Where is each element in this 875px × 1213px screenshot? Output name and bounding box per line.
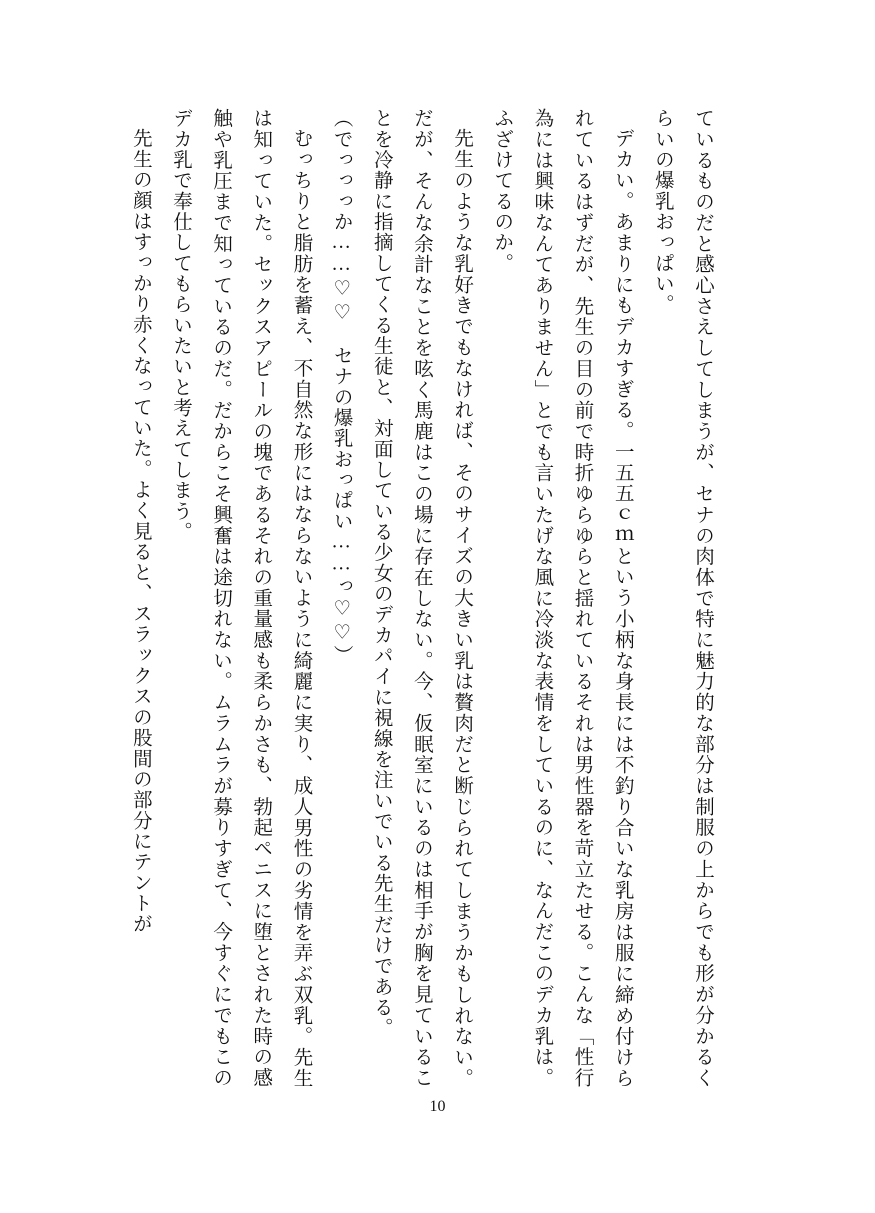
paragraph: ているものだと感心さえしてしまうが、セナの肉体で特に魅力的な部分は制服の上からでも形が分かるくらいの爆乳おっぱい。 (651, 108, 713, 1088)
page-number: 10 (429, 1098, 446, 1115)
paragraph: 先生のような乳好きでもなければ、そのサイズの大きい乳は贅肉だと断じられてしまうかもしれない。だが、そんな余計なことを呟く馬鹿はこの場に存在しない。今、仮眠室にいるのは相手が胸を見ていることを冷静に指摘してくる生徒と、対面している少女のデカパイに視線を注いでいる先生だけである。 (370, 108, 473, 1088)
paragraph: （でっっっか……♡♡ セナの爆乳おっぱい……っ♡♡） (330, 108, 352, 666)
body-text-vertical (118, 108, 722, 1088)
paragraph: デカい。あまりにもデカすぎる。一五五ｃｍという小柄な身長には不釣り合いな乳房は服に締め付けられているはずだが、先生の目の前で時折ゆらゆらと揺れているそれは男性器を苛立たせる。こんな「性行為には興味なんてありません」とでも言いたげな風に冷淡な表情をしているのに、なんだこのデカ乳は。ふざけてるのか。 (491, 108, 633, 1088)
paragraph: むっちりと脂肪を蓄え、不自然な形にはならないように綺麗に実り、成人男性の劣情を弄ぶ双乳。先生は知っていた。セックスアピールの塊であるそれの重量感も柔らかさも、勃起ペニスに堕とされた時の感触や乳圧まで知っているのだ。だからこそ興奮は途切れない。ムラムラが募りすぎて、今すぐにでもこのデカ乳で奉仕してもらいたいと考えてしまう。 (169, 108, 312, 1088)
paragraph: 先生の顔はすっかり赤くなっていた。よく見ると、スラックスの股間の部分にテントが (129, 127, 151, 934)
